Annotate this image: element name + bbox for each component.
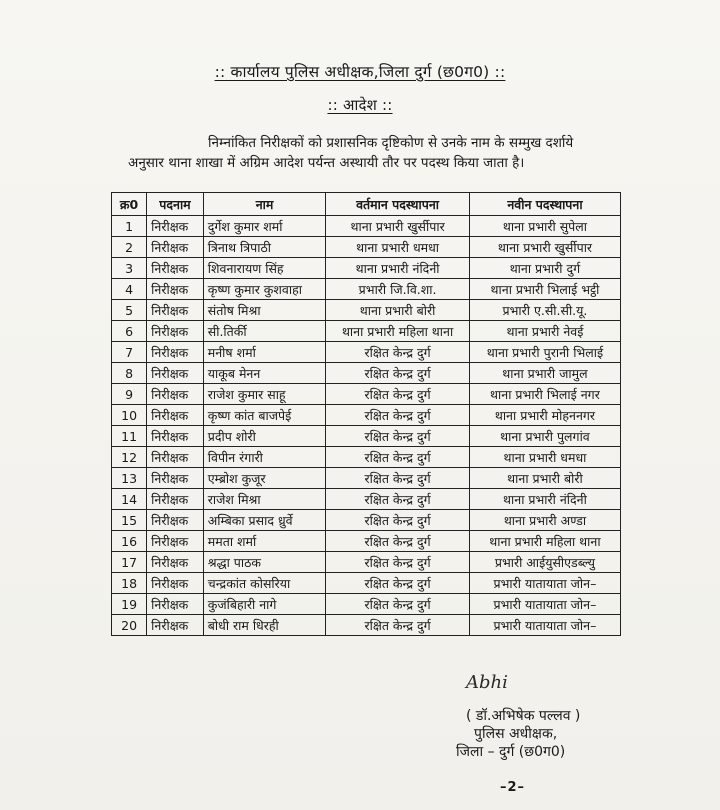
cell-new-posting: प्रभारी यातायाता जोन– — [469, 615, 620, 636]
cell-new-posting: थाना प्रभारी खुर्सीपार — [469, 237, 620, 258]
cell-rank: निरीक्षक — [147, 300, 204, 321]
cell-new-posting: थाना प्रभारी भिलाई नगर — [469, 384, 620, 405]
signatory-district: जिला – दुर्ग (छ0ग0) — [456, 744, 566, 760]
table-row — [112, 237, 621, 258]
cell-serial: 8 — [112, 363, 147, 384]
cell-current-posting: रक्षित केन्द्र दुर्ग — [326, 594, 470, 615]
cell-current-posting: थाना प्रभारी नंदिनी — [326, 258, 470, 279]
cell-new-posting: थाना प्रभारी महिला थाना — [469, 531, 620, 552]
cell-new-posting: थाना प्रभारी नंदिनी — [469, 489, 620, 510]
cell-rank: निरीक्षक — [147, 405, 204, 426]
cell-current-posting: रक्षित केन्द्र दुर्ग — [326, 447, 470, 468]
cell-name: एम्ब्रोश कुजूर — [203, 468, 326, 489]
cell-current-posting: थाना प्रभारी महिला थाना — [326, 321, 470, 342]
cell-name: अम्बिका प्रसाद ध्रुर्वे — [203, 510, 326, 531]
cell-rank: निरीक्षक — [147, 489, 204, 510]
cell-name: दुर्गेश कुमार शर्मा — [203, 216, 326, 237]
intro-line-1: निम्नांकित निरीक्षकों को प्रशासनिक दृष्टिकोण से उनके नाम के सम्मुख दर्शाये — [208, 135, 574, 151]
cell-rank: निरीक्षक — [147, 426, 204, 447]
table-row — [112, 405, 621, 426]
cell-rank: निरीक्षक — [147, 447, 204, 468]
cell-serial: 19 — [112, 594, 147, 615]
table-row — [112, 342, 621, 363]
cell-name: सी.तिर्की — [203, 321, 326, 342]
cell-name: ममता शर्मा — [203, 531, 326, 552]
cell-rank: निरीक्षक — [147, 573, 204, 594]
cell-serial: 10 — [112, 405, 147, 426]
cell-serial: 14 — [112, 489, 147, 510]
cell-new-posting: थाना प्रभारी अण्डा — [469, 510, 620, 531]
table-row — [112, 363, 621, 384]
cell-serial: 7 — [112, 342, 147, 363]
table-row — [112, 489, 621, 510]
cell-name: विपीन रंगारी — [203, 447, 326, 468]
office-title — [0, 60, 720, 82]
table-row — [112, 426, 621, 447]
table-row — [112, 447, 621, 468]
cell-serial: 1 — [112, 216, 147, 237]
cell-serial: 17 — [112, 552, 147, 573]
cell-rank: निरीक्षक — [147, 258, 204, 279]
cell-rank: निरीक्षक — [147, 279, 204, 300]
order-title — [0, 95, 720, 115]
table-row — [112, 552, 621, 573]
cell-current-posting: रक्षित केन्द्र दुर्ग — [326, 468, 470, 489]
cell-new-posting: थाना प्रभारी धमधा — [469, 447, 620, 468]
table-row — [112, 321, 621, 342]
cell-new-posting: प्रभारी यातायाता जोन– — [469, 573, 620, 594]
cell-name: शिवनारायण सिंह — [203, 258, 326, 279]
cell-name: कुजंबिहारी नागे — [203, 594, 326, 615]
cell-name: त्रिनाथ त्रिपाठी — [203, 237, 326, 258]
intro-line-2: अनुसार थाना शाखा में अग्रिम आदेश पर्यन्त अस्थायी तौर पर पदस्थ किया जाता है। — [128, 155, 525, 171]
cell-new-posting: थाना प्रभारी जामुल — [469, 363, 620, 384]
cell-serial: 18 — [112, 573, 147, 594]
cell-current-posting: थाना प्रभारी खुर्सीपार — [326, 216, 470, 237]
cell-name: श्रद्धा पाठक — [203, 552, 326, 573]
cell-serial: 5 — [112, 300, 147, 321]
cell-new-posting: थाना प्रभारी पुलगांव — [469, 426, 620, 447]
cell-name: कृष्ण कुमार कुशवाहा — [203, 279, 326, 300]
cell-new-posting: प्रभारी यातायाता जोन– — [469, 594, 620, 615]
cell-name: प्रदीप शोरी — [203, 426, 326, 447]
cell-rank: निरीक्षक — [147, 468, 204, 489]
cell-serial: 3 — [112, 258, 147, 279]
cell-name: राजेश मिश्रा — [203, 489, 326, 510]
table-row — [112, 510, 621, 531]
cell-current-posting: रक्षित केन्द्र दुर्ग — [326, 615, 470, 636]
signature: Abhi — [466, 672, 508, 693]
cell-name: संतोष मिश्रा — [203, 300, 326, 321]
cell-name: मनीष शर्मा — [203, 342, 326, 363]
cell-serial: 9 — [112, 384, 147, 405]
cell-current-posting: रक्षित केन्द्र दुर्ग — [326, 405, 470, 426]
table-row — [112, 468, 621, 489]
page-number: –2– — [500, 780, 526, 795]
cell-current-posting: रक्षित केन्द्र दुर्ग — [326, 531, 470, 552]
cell-rank: निरीक्षक — [147, 237, 204, 258]
cell-new-posting: थाना प्रभारी भिलाई भट्ठी — [469, 279, 620, 300]
cell-serial: 4 — [112, 279, 147, 300]
cell-name: चन्द्रकांत कोसरिया — [203, 573, 326, 594]
table-row — [112, 573, 621, 594]
cell-new-posting: प्रभारी आईयुसीएडब्ल्यु — [469, 552, 620, 573]
cell-new-posting: थाना प्रभारी नेवई — [469, 321, 620, 342]
intro-paragraph — [128, 133, 648, 173]
table-row — [112, 300, 621, 321]
cell-current-posting: थाना प्रभारी बोरी — [326, 300, 470, 321]
cell-name: राजेश कुमार साहू — [203, 384, 326, 405]
cell-serial: 12 — [112, 447, 147, 468]
table-row — [112, 384, 621, 405]
table-row — [112, 216, 621, 237]
cell-new-posting: थाना प्रभारी पुरानी भिलाई — [469, 342, 620, 363]
cell-current-posting: रक्षित केन्द्र दुर्ग — [326, 573, 470, 594]
cell-current-posting: रक्षित केन्द्र दुर्ग — [326, 384, 470, 405]
signatory-designation: पुलिस अधीक्षक, — [474, 726, 558, 742]
table-row — [112, 594, 621, 615]
cell-new-posting: थाना प्रभारी सुपेला — [469, 216, 620, 237]
cell-new-posting: थाना प्रभारी दुर्ग — [469, 258, 620, 279]
cell-current-posting: रक्षित केन्द्र दुर्ग — [326, 363, 470, 384]
header-name: नाम — [203, 193, 326, 216]
cell-rank: निरीक्षक — [147, 216, 204, 237]
cell-rank: निरीक्षक — [147, 363, 204, 384]
cell-serial: 15 — [112, 510, 147, 531]
cell-new-posting: थाना प्रभारी बोरी — [469, 468, 620, 489]
cell-rank: निरीक्षक — [147, 531, 204, 552]
office-title-text: :: कार्यालय पुलिस अधीक्षक,जिला दुर्ग (छ0ग0) :: — [214, 63, 506, 81]
cell-current-posting: रक्षित केन्द्र दुर्ग — [326, 552, 470, 573]
header-new-posting: नवीन पदस्थापना — [469, 193, 620, 216]
cell-name: बोधी राम धिरही — [203, 615, 326, 636]
table-row — [112, 615, 621, 636]
cell-serial: 16 — [112, 531, 147, 552]
cell-serial: 11 — [112, 426, 147, 447]
cell-serial: 20 — [112, 615, 147, 636]
header-current-posting: वर्तमान पदस्थापना — [326, 193, 470, 216]
header-rank: पदनाम — [147, 193, 204, 216]
cell-current-posting: रक्षित केन्द्र दुर्ग — [326, 342, 470, 363]
cell-serial: 13 — [112, 468, 147, 489]
table-row — [112, 258, 621, 279]
cell-current-posting: रक्षित केन्द्र दुर्ग — [326, 489, 470, 510]
cell-name: कृष्ण कांत बाजपेई — [203, 405, 326, 426]
cell-rank: निरीक्षक — [147, 615, 204, 636]
cell-serial: 6 — [112, 321, 147, 342]
signatory-name: ( डॉ.अभिषेक पल्लव ) — [466, 708, 581, 724]
cell-rank: निरीक्षक — [147, 552, 204, 573]
table-row — [112, 531, 621, 552]
cell-name: याकूब मेनन — [203, 363, 326, 384]
table-row — [112, 279, 621, 300]
cell-current-posting: थाना प्रभारी धमधा — [326, 237, 470, 258]
cell-rank: निरीक्षक — [147, 510, 204, 531]
cell-new-posting: प्रभारी ए.सी.सी.यू. — [469, 300, 620, 321]
cell-serial: 2 — [112, 237, 147, 258]
order-title-text: :: आदेश :: — [327, 96, 393, 114]
header-serial: क्र0 — [112, 193, 147, 216]
cell-current-posting: रक्षित केन्द्र दुर्ग — [326, 510, 470, 531]
cell-rank: निरीक्षक — [147, 594, 204, 615]
table-header-row — [112, 193, 621, 216]
cell-new-posting: थाना प्रभारी मोहननगर — [469, 405, 620, 426]
cell-current-posting: प्रभारी जि.वि.शा. — [326, 279, 470, 300]
transfer-table — [111, 192, 621, 636]
cell-rank: निरीक्षक — [147, 384, 204, 405]
cell-rank: निरीक्षक — [147, 321, 204, 342]
cell-rank: निरीक्षक — [147, 342, 204, 363]
cell-current-posting: रक्षित केन्द्र दुर्ग — [326, 426, 470, 447]
